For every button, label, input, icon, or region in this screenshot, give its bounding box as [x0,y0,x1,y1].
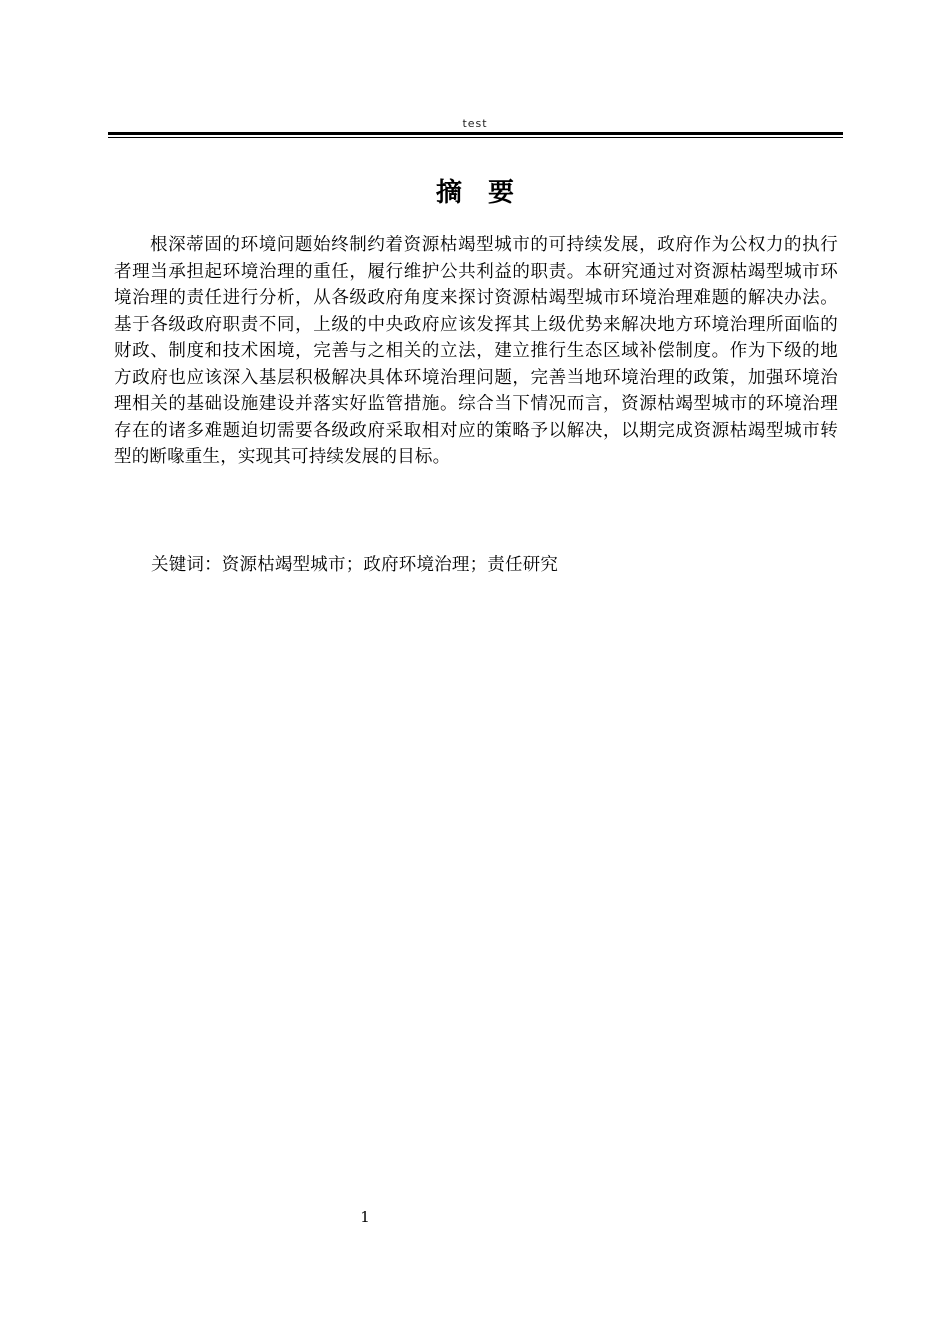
page-number: 1 [360,1208,370,1226]
header-rule-thick [108,132,843,135]
abstract-title: 摘要 [435,178,540,208]
abstract-body: 根深蒂固的环境问题始终制约着资源枯竭型城市的可持续发展，政府作为公权力的执行者理当承担起环境治理的重任，履行维护公共利益的职责。本研究通过对资源枯竭型城市环境治理的责任进行分析，从各级政府角度来探讨资源枯竭型城市环境治理难题的解决办法。基于各级政府职责不同，上级的中央政府应该发挥其上级优势来解决地方环境治理所面临的财政、制度和技术困境，完善与之相关的立法，建立推行生态区域补偿制度。作为下级的地方政府也应该深入基层积极解决具体环境治理问题，完善当地环境治理的政策，加强环境治理相关的基础设施建设并落实好监管措施。综合当下情况而言，资源枯竭型城市的环境治理存在的诸多难题迫切需要各级政府采取相对应的策略予以解决，以期完成资源枯竭型城市转型的断喙重生，实现其可持续发展的目标。 [114,235,838,467]
header-rule-thin [108,137,843,138]
keywords: 关键词：资源枯竭型城市；政府环境治理；责任研究 [151,555,559,575]
running-header: test [462,117,488,130]
